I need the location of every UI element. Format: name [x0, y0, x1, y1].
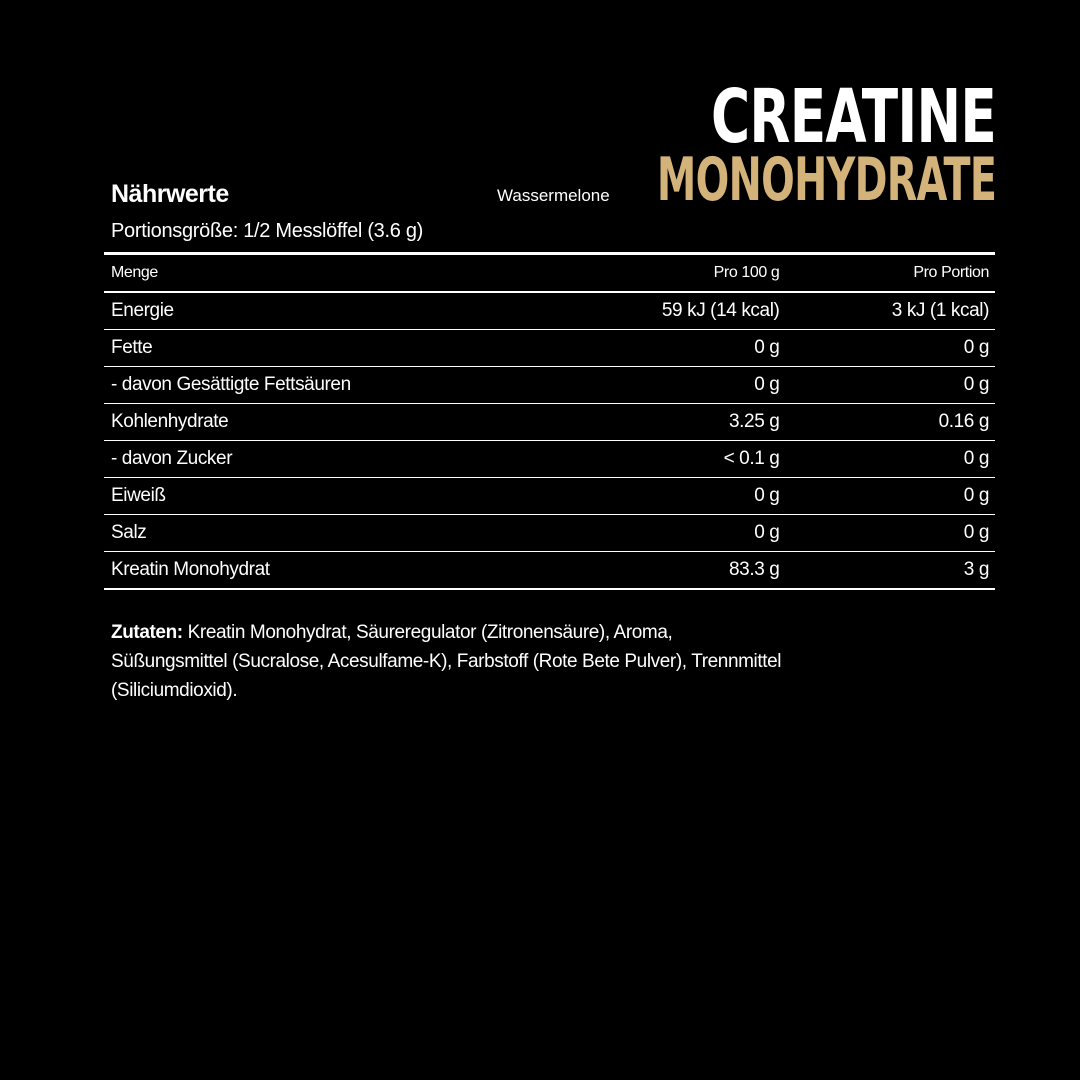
row-per-portion: 0 g [963, 337, 989, 358]
row-per100: < 0.1 g [723, 448, 780, 469]
table-row [104, 367, 995, 404]
table-row [104, 478, 995, 515]
row-per100: 0 g [754, 522, 780, 543]
row-per-portion: 0.16 g [938, 411, 989, 432]
product-name: MONOHYDRATE [656, 145, 996, 215]
table-header [104, 255, 995, 293]
brand-logo [496, 74, 996, 215]
row-per-portion: 0 g [963, 485, 989, 506]
row-name: Eiweiß [111, 485, 166, 506]
nutrition-title: Nährwerte [111, 180, 229, 208]
row-per100: 83.3 g [729, 559, 780, 580]
row-per100: 0 g [754, 374, 780, 395]
table-row [104, 404, 995, 441]
brand-subline [496, 145, 996, 215]
serving-size: Portionsgröße: 1/2 Messlöffel (3.6 g) [111, 220, 424, 242]
row-per-portion: 0 g [963, 448, 989, 469]
row-per100: 3.25 g [729, 411, 780, 432]
row-name: Fette [111, 337, 153, 358]
ingredients-list: Kreatin Monohydrat, Säureregulator (Zitronensäure), Aroma, Süßungsmittel (Sucralose, Acesulfame-K), Farbstoff (Rote Bete Pulver), Trennmittel (Siliciumdioxid). [111, 622, 782, 701]
ingredients-text [111, 618, 791, 705]
table-row [104, 552, 995, 590]
brand-title: CREATINE [710, 74, 996, 160]
row-name: Kohlenhydrate [111, 411, 229, 432]
table-row [104, 293, 995, 330]
header-name: Menge [111, 264, 158, 281]
table-row [104, 515, 995, 552]
row-per100: 59 kJ (14 kcal) [661, 300, 780, 321]
row-per-portion: 0 g [963, 522, 989, 543]
header-per100: Pro 100 g [713, 264, 780, 281]
row-per100: 0 g [754, 337, 780, 358]
row-per-portion: 0 g [963, 374, 989, 395]
row-name: Energie [111, 300, 174, 321]
row-per-portion: 3 g [963, 559, 989, 580]
nutrition-table [104, 252, 995, 590]
row-name: Salz [111, 522, 147, 543]
header-per-portion: Pro Portion [913, 264, 989, 281]
flavor-label: Wassermelone [496, 186, 610, 205]
ingredients-label: Zutaten: [111, 622, 183, 643]
row-name: Kreatin Monohydrat [111, 559, 270, 580]
table-row [104, 441, 995, 478]
row-per-portion: 3 kJ (1 kcal) [891, 300, 989, 321]
table-row [104, 330, 995, 367]
row-name: - davon Gesättigte Fettsäuren [111, 374, 351, 395]
row-per100: 0 g [754, 485, 780, 506]
row-name: - davon Zucker [111, 448, 233, 469]
